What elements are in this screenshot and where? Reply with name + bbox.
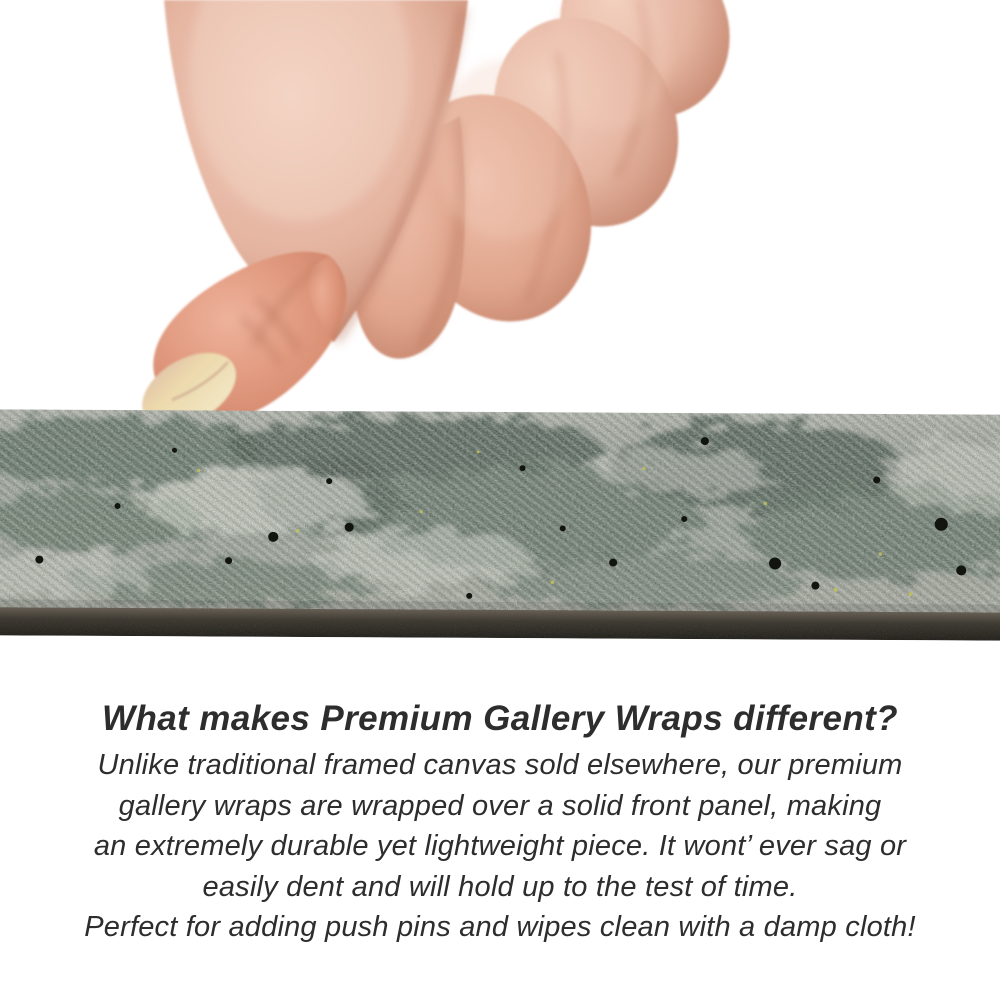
caption <box>0 698 1000 948</box>
canvas-panel-dark-edge <box>0 607 1000 640</box>
caption-line: Unlike traditional framed canvas sold elsewhere, our premium <box>97 749 903 781</box>
caption-line: Perfect for adding push pins and wipes clean with a damp cloth! <box>84 911 916 943</box>
caption-heading: What makes Premium Gallery Wraps different? <box>102 699 898 738</box>
canvas-strip-texture <box>0 409 1000 640</box>
caption-line: gallery wraps are wrapped over a solid front panel, making <box>118 789 882 822</box>
canvas-twill-overlay <box>0 409 1000 614</box>
caption-line: easily dent and will hold up to the test of time. <box>202 870 798 903</box>
caption-line: an extremely durable yet lightweight piece. It wont’ ever sag or <box>93 830 907 862</box>
hand-photo <box>0 0 1000 445</box>
canvas-strip <box>0 409 1000 640</box>
